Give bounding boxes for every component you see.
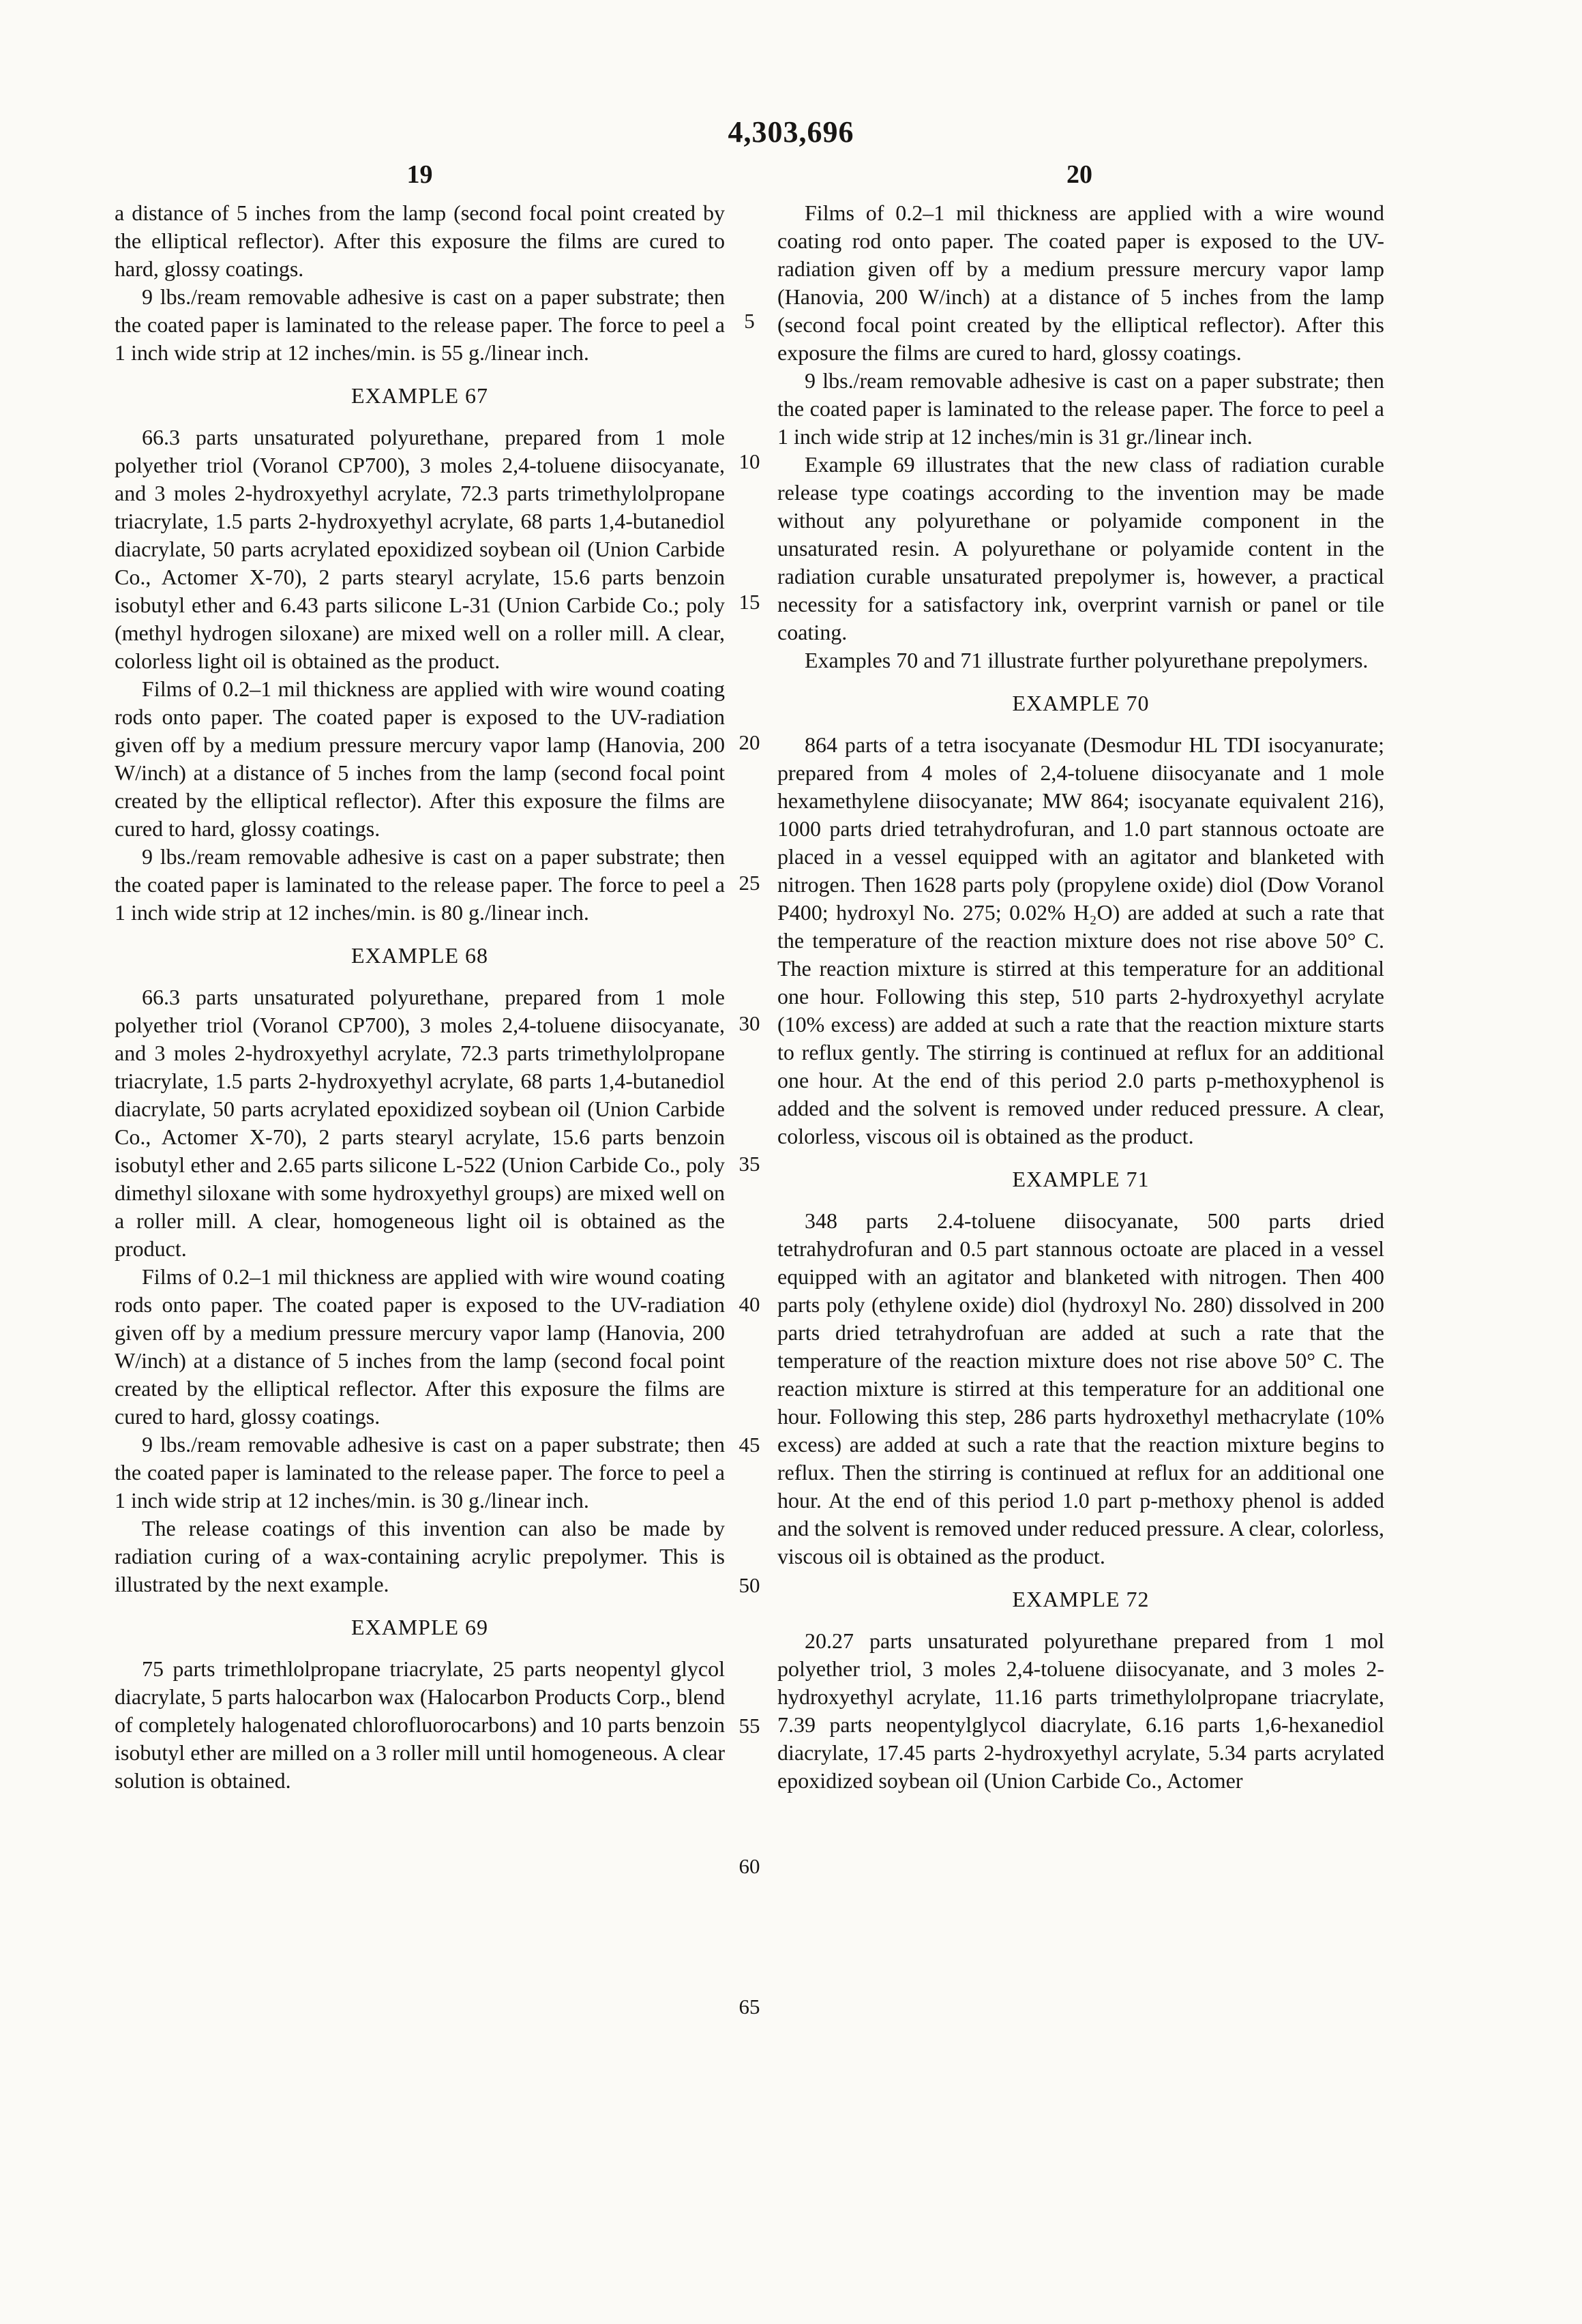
paragraph: a distance of 5 inches from the lamp (second focal point created by the elliptical reflector). After this exposure the films are cured to hard, glossy coatings.	[115, 200, 725, 281]
line-number: 55	[738, 1714, 760, 1738]
line-number: 35	[738, 1152, 760, 1176]
example-heading: EXAMPLE 71	[1012, 1167, 1150, 1191]
left-column-page-number: 19	[406, 160, 433, 189]
paragraph: 9 lbs./ream removable adhesive is cast on a paper substrate; then the coated paper is laminated to the release paper. The force to peel a 1 inch wide strip at 12 inches/min. is 55 g./linear inch.	[115, 284, 725, 365]
example-heading: EXAMPLE 67	[350, 383, 489, 408]
paragraph: 66.3 parts unsaturated polyurethane, prepared from 1 mole polyether triol (Voranol CP700), 3 moles 2,4-toluene diisocyanate, and 3 moles 2-hydroxyethyl acrylate, 72.3 parts trimethylolpropane triacrylate, 1.5 parts 2-hydroxyethyl acrylate, 68 parts 1,4-butanediol diacrylate, 50 parts acrylated epoxidized soybean oil (Union Carbide Co., Actomer X-70), 2 parts stearyl acrylate, 15.6 parts benzoin isobutyl ether and 6.43 parts silicone L-31 (Union Carbide Co.; poly (methyl hydrogen siloxane) are mixed well on a roller mill. A clear, colorless light oil is obtained as the product.	[115, 425, 725, 673]
line-number: 50	[738, 1573, 760, 1597]
paragraph: 348 parts 2.4-toluene diisocyanate, 500 parts dried tetrahydrofuran and 0.5 part stannous octoate are placed in a vessel equipped with an agitator and blanketed with nitrogen. Then 400 parts poly (ethylene oxide) diol (hydroxyl No. 280) dissolved in 200 parts dried tetrahydrofuan are added at such a rate that the temperature of the reaction mixture does not rise above 50° C. The reaction mixture is stirred at this temperature for an additional one hour. Following this step, 286 parts hydroxethyl methacrylate (10% excess) are added at such a rate that the reaction mixture begins to reflux. Then the stirring is continued at reflux for an additional one hour. At the end of this period 1.0 part p-methoxy phenol is added and the solvent is removed under reduced pressure. A clear, colorless, viscous oil is obtained as the product.	[777, 1208, 1384, 1568]
example-heading: EXAMPLE 72	[1012, 1587, 1150, 1611]
paragraph: 9 lbs./ream removable adhesive is cast on a paper substrate; then the coated paper is laminated to the release paper. The force to peel a 1 inch wide strip at 12 inches/min. is 30 g./linear inch.	[115, 1432, 725, 1513]
paragraph: 20.27 parts unsaturated polyurethane prepared from 1 mol polyether triol, 3 moles 2,4-toluene diisocyanate, and 3 moles 2-hydroxyethyl acrylate, 11.16 parts trimethylolpropane triacrylate, 7.39 parts neopentylglycol diacrylate, 6.16 parts 1,6-hexanediol diacrylate, 17.45 parts 2-hydroxyethyl acrylate, 5.34 parts acrylated epoxidized soybean oil (Union Carbide Co., Actomer	[777, 1628, 1384, 1793]
paragraph: Films of 0.2–1 mil thickness are applied with a wire wound coating rod onto paper. The coated paper is exposed to the UV-radiation given off by a medium pressure mercury vapor lamp (Hanovia, 200 W/inch) at a distance of 5 inches from the lamp (second focal point created by the elliptical reflector). After this exposure the films are cured to hard, glossy coatings.	[777, 200, 1384, 365]
paragraph: 9 lbs./ream removable adhesive is cast on a paper substrate; then the coated paper is laminated to the release paper. The force to peel a 1 inch wide strip at 12 inches/min. is 80 g./linear inch.	[115, 844, 725, 925]
paragraph: Examples 70 and 71 illustrate further polyurethane prepolymers.	[805, 648, 1369, 672]
left-column	[115, 199, 725, 1795]
line-number: 10	[738, 449, 760, 473]
paragraph: 9 lbs./ream removable adhesive is cast on a paper substrate; then the coated paper is laminated to the release paper. The force to peel a 1 inch wide strip at 12 inches/min is 31 gr./linear inch.	[777, 368, 1384, 449]
two-column-body	[115, 199, 1384, 1795]
example-heading: EXAMPLE 69	[350, 1615, 489, 1639]
line-number: 15	[738, 590, 760, 614]
line-number: 45	[738, 1433, 760, 1457]
paragraph: Films of 0.2–1 mil thickness are applied with wire wound coating rods onto paper. The coated paper is exposed to the UV-radiation given off by a medium pressure mercury vapor lamp (Hanovia, 200 W/inch) at a distance of 5 inches from the lamp (second focal point created by the elliptical reflector. After this exposure the films are cured to hard, glossy coatings.	[115, 1264, 725, 1429]
paragraph: The release coatings of this invention can also be made by radiation curing of a wax-containing acrylic prepolymer. This is illustrated by the next example.	[115, 1516, 725, 1596]
line-number: 25	[738, 871, 760, 895]
line-number: 5	[744, 309, 755, 333]
line-number: 65	[738, 1995, 760, 2018]
patent-number: 4,303,696	[728, 115, 854, 149]
right-column	[777, 199, 1384, 1795]
example-heading: EXAMPLE 68	[350, 943, 489, 968]
line-number: 40	[738, 1292, 760, 1316]
right-column-page-number: 20	[1066, 160, 1092, 189]
example-heading: EXAMPLE 70	[1012, 691, 1150, 715]
paragraph: 75 parts trimethlolpropane triacrylate, 25 parts neopentyl glycol diacrylate, 5 parts halocarbon wax (Halocarbon Products Corp., blend of completely halogenated chlorofluorocarbons) and 10 parts benzoin isobutyl ether are milled on a 3 roller mill until homogeneous. A clear solution is obtained.	[115, 1656, 725, 1793]
paragraph: Films of 0.2–1 mil thickness are applied with wire wound coating rods onto paper. The coated paper is exposed to the UV-radiation given off by a medium pressure mercury vapor lamp (Hanovia, 200 W/inch) at a distance of 5 inches from the lamp (second focal point created by the elliptical reflector). After this exposure the films are cured to hard, glossy coatings.	[115, 676, 725, 841]
line-number: 20	[738, 730, 760, 754]
paragraph: 864 parts of a tetra isocyanate (Desmodur HL TDI isocyanurate; prepared from 4 moles of 2,4-toluene diisocyanate and 1 mole hexamethylene diisocyanate; MW 864; isocyanate equivalent 216), 1000 parts dried tetrahydrofuran, and 1.0 part stannous octoate are placed in a vessel equipped with an agitator and blanketed with nitrogen. Then 1628 parts poly (propylene oxide) diol (Dow Voranol P400; hydroxyl No. 275; 0.02% H₂O) are added at such a rate that the temperature of the reaction mixture does not rise above 50° C. The reaction mixture is stirred at this temperature for an additional one hour. Following this step, 510 parts 2-hydroxyethyl acrylate (10% excess) are added at such a rate that the reaction mixture starts to reflux gently. The stirring is continued at reflux for an additional one hour. At the end of this period 2.0 parts p-methoxyphenol is added and the solvent is removed under reduced pressure. A clear, colorless, viscous oil is obtained as the product.	[777, 732, 1384, 1148]
line-number: 60	[738, 1854, 760, 1878]
paragraph: Example 69 illustrates that the new class of radiation curable release type coatings according to the invention may be made without any polyurethane or polyamide component in the unsaturated resin. A polyurethane or polyamide content in the radiation curable unsaturated prepolymer is, however, a practical necessity for a satisfactory ink, overprint varnish or panel or tile coating.	[777, 452, 1384, 644]
line-number: 30	[738, 1011, 760, 1035]
paragraph: 66.3 parts unsaturated polyurethane, prepared from 1 mole polyether triol (Voranol CP700), 3 moles 2,4-toluene diisocyanate, and 3 moles 2-hydroxyethyl acrylate, 72.3 parts trimethylolpropane triacrylate, 1.5 parts 2-hydroxyethyl acrylate, 68 parts 1,4-butanediol diacrylate, 50 parts acrylated epoxidized soybean oil (Union Carbide Co., Actomer X-70), 2 parts stearyl acrylate, 15.6 parts benzoin isobutyl ether and 2.65 parts silicone L-522 (Union Carbide Co., poly dimethyl siloxane with some hydroxyethyl groups) are mixed well on a roller mill. A clear, homogeneous light oil is obtained as the product.	[115, 985, 725, 1261]
